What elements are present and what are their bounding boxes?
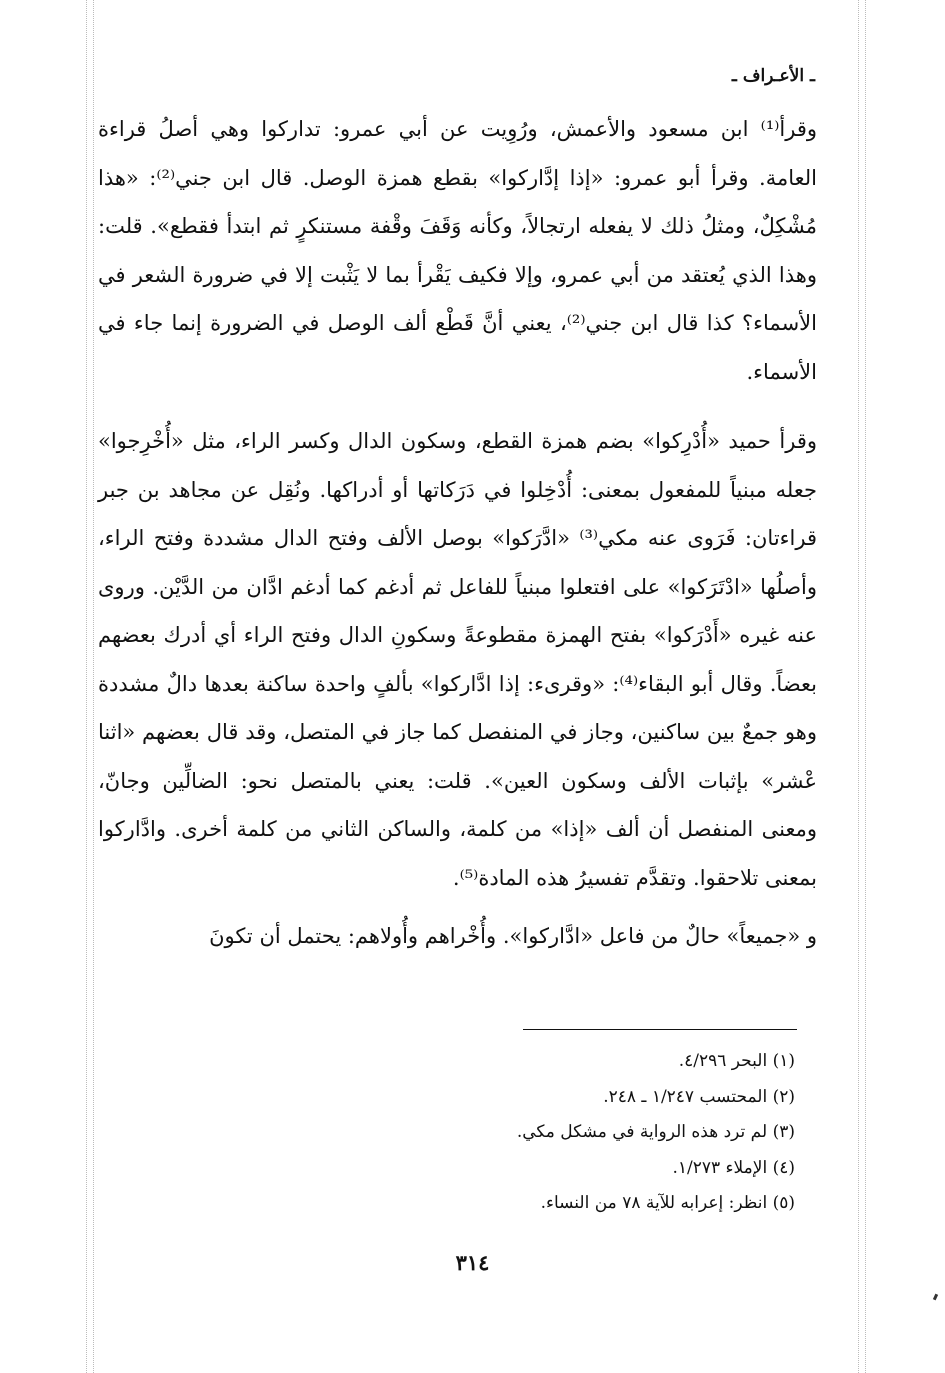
left-margin-dots-2 (93, 0, 94, 1373)
main-text (98, 105, 817, 961)
right-margin-dots-2 (865, 0, 866, 1373)
paragraph-2: وقرأ حميد «أُدْرِكوا» بضم همزة القطع، وسكون الدال وكسر الراء، مثل «أُخْرِجوا» جعله مبنياً للمفعول بمعنى: أُدْخِلوا في دَرَكاتها أو أدراكها. ونُقِل عن مجاهد بن جبر قراءتان: فَرَوى عنه مكي⁽³⁾ «ادَّرَكوا» بوصل الألف وفتح الدال مشددة وفتح الراء، وأصلُها «ادْتَرَكوا» على افتعلوا مبنياً للفاعل ثم أدغم كما أدغم ادَّان من الدَّيْن. وروى عنه غيره «أَدْرَكوا» بفتح الهمزة مقطوعةً وسكونِ الدال وفتح الراء أي أدرك بعضهم بعضاً. وقال أبو البقاء⁽⁴⁾: «وقرىء: إذا ادَّاركوا» بألفٍ واحدة ساكنة بعدها دالٌ مشددة وهو جمعٌ بين ساكنين، وجاز في المنفصل كما جاز في المتصل، وقد قال بعضهم «اثنا عْشر» بإثبات الألف وسكون العين». قلت: يعني بالمتصل نحو: الضالِّين وجانّ، ومعنى المنفصل أن ألف «إذا» من كلمة، والساكن الثاني من كلمة أخرى. وادَّاركوا بمعنى تلاحقوا. وتقدَّم تفسيرُ هذه المادة⁽⁵⁾. (98, 429, 818, 890)
footnote-1: (١) البحر ٤/٢٩٦. (678, 1051, 795, 1071)
left-margin-dots (86, 0, 87, 1373)
page-number: ٣١٤ (455, 1250, 490, 1275)
running-title: ـ الأعـراف ـ (731, 66, 815, 86)
footnote-3: (٣) لم ترد هذه الرواية في مشكل مكي. (516, 1122, 795, 1142)
footnotes (300, 1044, 795, 1222)
footnote-separator (523, 1029, 797, 1030)
footnote-5: (٥) انظر: إعرابه للآية ٧٨ من النساء. (540, 1193, 795, 1213)
right-margin-dots (858, 0, 859, 1373)
paragraph-3: و «جميعاً» حالٌ من فاعل «ادَّاركوا». وأُخْراهم وأُولاهم: يحتمل أن تكونَ (209, 924, 817, 948)
footnote-2: (٢) المحتسب ١/٢٤٧ ـ ٢٤٨. (603, 1086, 795, 1107)
scan-speck (933, 1294, 938, 1301)
paragraph-1: وقرأ⁽¹⁾ ابن مسعود والأعمش، ورُوِيت عن أبي عمرو: تداركوا وهي أصلُ قراءة العامة. وقرأ أبو عمرو: «إذا إدَّاركوا» بقطع همزة الوصل. قال ابن جني⁽²⁾: «هذا مُشْكِلٌ، ومثلُ ذلك لا يفعله ارتجالاً، وكأنه وَقَفَ وقْفة مستنكرٍ ثم ابتدأ فقطع». قلت: وهذا الذي يُعتقد من أبي عمرو، وإلا فكيف يَقْرأ بما لا يَثْبت إلا في ضرورة الشعر في الأسماء؟ كذا قال ابن جني⁽²⁾، يعني أنَّ قَطْع ألف الوصل في الضرورة إنما جاء في الأسماء. (98, 117, 817, 384)
footnote-4: (٤) الإملاء ١/٢٧٣. (672, 1157, 795, 1178)
